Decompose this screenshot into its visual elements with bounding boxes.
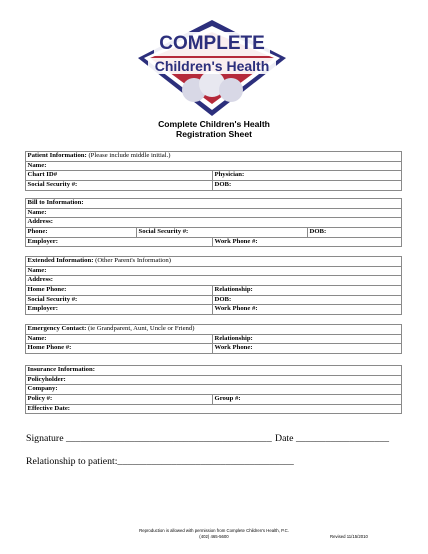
policyholder-label: Policyholder:: [27, 375, 66, 383]
patient-ssn-label: Social Security #:: [27, 181, 78, 189]
insurance-company-row[interactable]: [26, 384, 401, 394]
child-figure-right: [219, 78, 243, 102]
bill-phone-row[interactable]: [26, 227, 401, 237]
complete-childrens-health-logo: [134, 18, 290, 118]
extended-header-note: (Other Parent's Information): [95, 257, 171, 264]
bill-employer-row[interactable]: [26, 237, 401, 247]
emergency-home-phone-label: Home Phone #:: [27, 344, 72, 352]
patient-information-section: [25, 151, 402, 191]
bill-work-phone-label: Work Phone #:: [214, 237, 258, 245]
insurance-information-section: [25, 365, 402, 414]
form-subtitle: Registration Sheet: [176, 129, 252, 139]
policy-number-label: Policy #:: [27, 395, 53, 403]
emergency-header-label: Emergency Contact:: [27, 325, 87, 332]
footer-reproduction-notice: Reproduction is allowed with permission from Complete Children's Health, P.C.: [139, 528, 289, 533]
footer-phone: (402) 465-5600: [199, 534, 229, 539]
emergency-relationship-label: Relationship:: [214, 334, 253, 342]
insurance-policy-row[interactable]: [26, 394, 401, 404]
patient-header-label: Patient Information:: [27, 152, 87, 159]
emergency-work-phone-label: Work Phone:: [214, 344, 253, 352]
relationship-to-patient-line[interactable]: Relationship to patient:____________________________________: [26, 456, 294, 467]
extended-address-row[interactable]: [26, 275, 401, 285]
patient-name-row[interactable]: [26, 161, 401, 171]
emergency-header-row: [26, 325, 401, 334]
bill-name-label: Name:: [27, 208, 47, 216]
footer-revised-date: Revised 11/15/2010: [330, 534, 368, 539]
bill-phone-label: Phone:: [27, 228, 48, 236]
date-line[interactable]: Date ___________________: [275, 433, 390, 444]
extended-dob-label: DOB:: [214, 295, 232, 303]
patient-ssn-row[interactable]: [26, 180, 401, 190]
extended-name-label: Name:: [27, 266, 47, 274]
extended-home-phone-label: Home Phone:: [27, 286, 67, 294]
extended-home-phone-row[interactable]: [26, 285, 401, 295]
extended-header-label: Extended Information:: [27, 257, 94, 264]
extended-work-phone-label: Work Phone #:: [214, 305, 258, 313]
emergency-name-row[interactable]: [26, 334, 401, 344]
patient-name-label: Name:: [27, 161, 47, 169]
extended-ssn-row[interactable]: [26, 295, 401, 305]
patient-header-row: [26, 152, 401, 161]
insurance-header-label: Insurance Information:: [27, 366, 95, 373]
bill-address-label: Address:: [27, 218, 54, 226]
extended-name-row[interactable]: [26, 266, 401, 276]
physician-label: Physician:: [214, 171, 245, 179]
insurance-policyholder-row[interactable]: [26, 375, 401, 385]
insurance-effective-date-row[interactable]: [26, 404, 401, 414]
emergency-phone-row[interactable]: [26, 343, 401, 353]
bill-header-row: [26, 199, 401, 208]
bill-to-section: [25, 198, 402, 247]
emergency-contact-section: [25, 324, 402, 354]
emergency-header-note: (ie Grandparent, Aunt, Uncle or Friend): [88, 325, 195, 332]
signature-line[interactable]: Signature __________________________________________: [26, 433, 272, 444]
patient-dob-label: DOB:: [214, 181, 232, 189]
extended-employer-row[interactable]: [26, 304, 401, 314]
bill-employer-label: Employer:: [27, 237, 58, 245]
extended-ssn-label: Social Security #:: [27, 295, 78, 303]
insurance-header-row: [26, 366, 401, 375]
patient-header-note: (Please include middle initial.): [88, 152, 171, 159]
bill-address-row[interactable]: [26, 217, 401, 227]
logo-text-complete: COMPLETE: [159, 33, 265, 54]
effective-date-label: Effective Date:: [27, 404, 71, 412]
extended-header-row: [26, 257, 401, 266]
bill-ssn-label: Social Security #:: [138, 228, 189, 236]
extended-information-section: [25, 256, 402, 315]
chart-id-label: Chart ID#: [27, 171, 58, 179]
bill-dob-label: DOB:: [309, 228, 327, 236]
patient-chart-row[interactable]: [26, 170, 401, 180]
emergency-name-label: Name:: [27, 334, 47, 342]
logo-text-childrens-health: Children's Health: [154, 58, 270, 74]
extended-employer-label: Employer:: [27, 305, 58, 313]
bill-name-row[interactable]: [26, 208, 401, 218]
group-number-label: Group #:: [214, 395, 241, 403]
extended-address-label: Address:: [27, 276, 54, 284]
company-label: Company:: [27, 385, 58, 393]
bill-header-label: Bill to Information:: [27, 199, 84, 206]
form-title: Complete Children's Health: [158, 119, 270, 129]
extended-relationship-label: Relationship:: [214, 286, 253, 294]
